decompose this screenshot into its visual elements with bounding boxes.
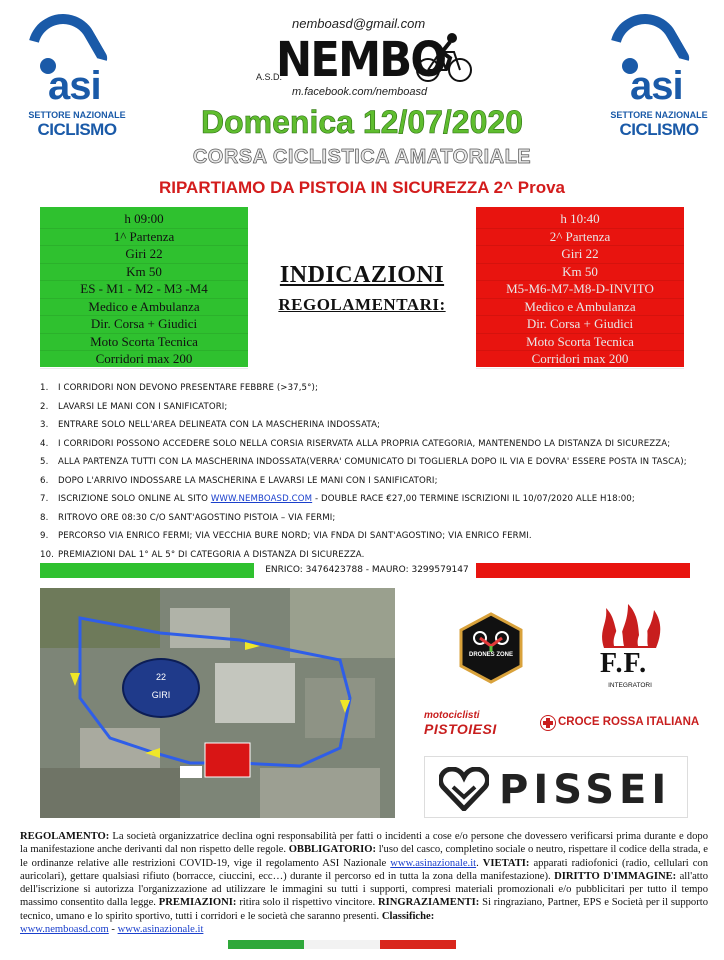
start-time: h 10:40	[476, 211, 684, 229]
race-direction: Dir. Corsa + Giudici	[476, 316, 684, 334]
route-map	[40, 588, 395, 818]
flame-icon	[594, 600, 666, 650]
rule-item: 1. I CORRIDORI NON DEVONO PRESENTARE FEBBRE (>37,5°);	[40, 383, 318, 393]
laps: Giri 22	[40, 246, 248, 264]
laps-number: 22	[155, 672, 166, 682]
rule-item: 6. DOPO L'ARRIVO INDOSSARE LA MASCHERINA E LAVARSI LE MANI CON I SANIFICATORI;	[40, 475, 438, 486]
red-cross-icon	[540, 715, 556, 731]
italian-flag-bar	[228, 940, 456, 949]
croce-rossa-label: CROCE ROSSA ITALIANA	[558, 716, 700, 728]
motociclisti-pistoiesi-logo	[424, 704, 536, 740]
moto-label-bottom: PISTOIESI	[424, 721, 497, 737]
drones-zone-label: DRONES ZONE	[468, 652, 513, 658]
asi-logo-word: asi	[630, 64, 683, 108]
pissei-wordmark: PISSEI	[499, 767, 672, 813]
start-number: 2^ Partenza	[476, 229, 684, 247]
rule-item: 7. ISCRIZIONE SOLO ONLINE AL SITO WWW.NEMBOASD.COM - DOUBLE RACE €27,00 TERMINE ISCRIZIONI IL 10/07/2020 ALLE H18:00;	[40, 494, 635, 504]
pissei-logo	[424, 756, 688, 818]
nembo-site-link[interactable]: www.nemboasd.com	[20, 924, 109, 936]
laps-badge	[122, 658, 200, 718]
rules-list	[40, 383, 700, 568]
indicazioni-line2: REGOLAMENTARI:	[278, 295, 446, 314]
nembo-facebook: m.facebook.com/nemboasd	[292, 86, 428, 98]
medical: Medico e Ambulanza	[40, 299, 248, 317]
max-riders: Corridori max 200	[476, 351, 684, 369]
asi-site-link[interactable]: www.asinazionale.it	[117, 924, 204, 936]
heart-icon	[439, 767, 489, 811]
green-bar	[40, 563, 254, 578]
red-bar	[476, 563, 690, 578]
nembo-site-link[interactable]: WWW.NEMBOASD.COM	[210, 494, 313, 504]
event-date: Domenica 12/07/2020	[201, 104, 523, 140]
moto-escort: Moto Scorta Tecnica	[40, 334, 248, 352]
race-direction: Dir. Corsa + Giudici	[40, 316, 248, 334]
ff-subtitle: INTEGRATORI	[608, 682, 652, 689]
rule-item: 8. RITROVO ORE 08:30 C/O SANT'AGOSTINO PISTOIA – VIA FERMI;	[40, 512, 336, 523]
indicazioni-line1: INDICAZIONI	[279, 262, 445, 288]
rule-item: 3. ENTRARE SOLO NELL'AREA DELINEATA CON LA MASCHERINA INDOSSATA;	[40, 420, 381, 430]
contacts: ENRICO: 3476423788 - MAURO: 3299579147	[265, 565, 469, 575]
cyclist-icon	[414, 30, 474, 84]
distance: Km 50	[476, 264, 684, 282]
flag-green	[228, 940, 304, 949]
event-subtitle: RIPARTIAMO DA PISTOIA IN SICUREZZA 2^ Prova	[158, 178, 565, 197]
event-type: CORSA CICLISTICA AMATORIALE	[192, 146, 532, 168]
croce-rossa-logo	[540, 712, 700, 736]
first-start-box	[40, 207, 248, 367]
flag-red	[380, 940, 456, 949]
asi-logo-word: asi	[48, 64, 101, 108]
distance: Km 50	[40, 264, 248, 282]
moto-label-top: motociclisti	[424, 710, 480, 721]
laps: Giri 22	[476, 246, 684, 264]
categories: M5-M6-M7-M8-D-INVITO	[476, 281, 684, 299]
drones-zone-logo	[458, 612, 524, 684]
rule-item: 2. LAVARSI LE MANI CON I SANIFICATORI;	[40, 401, 228, 412]
start-number: 1^ Partenza	[40, 229, 248, 247]
regolamento-text: REGOLAMENTO: La società organizzatrice declina ogni responsabilità per fatti o incidenti a cose e/o persone che dovessero verificarsi prima durante e dopo la manifestazione anche derivanti dal non rispetto delle regole. OBBLIGATORIO: l'uso del casco, completino sociale o neutro, rispettare il codice della strada, e le ordinanze relative alle restrizioni COVID-19, vige il regolamento ASI Nazionale www.asinazionale.it. VIETATI: apparati radiofonici (radio, cellulari con auricolari), gettare qualsiasi rifiuto (borracce, ciuccini, ecc…) durante il percorso ed in tutta la zona della manifestazione). DIRITTO D'IMMAGINE: all'atto dell'iscrizione si autorizza l'organizzazione ad utilizzare le immagini su tutti i supporti, compresi materiali promozionali e/o pubblicitari per tutto il tempo massimo consentito dalla legge. PREMIAZIONI: ritira solo il rispettivo vincitore. RINGRAZIAMENTI: Si ringraziano, Partner, EPS e Società per il supporto tecnico, umano e lo spirito sportivo, tutti i corridori e le società che saranno presenti. Classifiche: www.nemboasd.com - www.asinazionale.it	[20, 831, 709, 936]
asi-logo-sport: CICLISMO	[37, 120, 117, 139]
indicazioni-heading	[250, 262, 474, 315]
rule-item: 5. ALLA PARTENZA TUTTI CON LA MASCHERINA INDOSSATA(VERRA' COMUNICATO DI TOGLIERLA DOPO IL VIA E DOVRA' ESSERE POSTA IN TASCA);	[40, 457, 687, 467]
nembo-asd: A.S.D.	[256, 72, 283, 82]
asi-logo-sport: CICLISMO	[619, 120, 699, 139]
second-start-box	[476, 207, 684, 367]
rule-item: 4. I CORRIDORI POSSONO ACCEDERE SOLO NELLA CORSIA RISERVATA ALLA PROPRIA CATEGORIA, MANTENENDO LA DISTANZA DI SICUREZZA;	[40, 438, 671, 449]
max-riders: Corridori max 200	[40, 351, 248, 369]
nembo-logo-name: NEMBO	[276, 32, 446, 88]
laps-label: GIRI	[151, 690, 171, 700]
medical: Medico e Ambulanza	[476, 299, 684, 317]
asi-logo-subtitle: SETTORE NAZIONALE	[610, 110, 708, 120]
start-time: h 09:00	[40, 211, 248, 229]
ff-letters: F.F.	[600, 648, 648, 679]
rule-item: 10. PREMIAZIONI DAL 1° AL 5° DI CATEGORIA A DISTANZA DI SICUREZZA.	[40, 549, 365, 560]
drone-icon	[458, 612, 524, 684]
asi-logo-subtitle: SETTORE NAZIONALE	[28, 110, 126, 120]
flag-white	[304, 940, 380, 949]
asi-site-link[interactable]: www.asinazionale.it	[390, 857, 477, 869]
moto-escort: Moto Scorta Tecnica	[476, 334, 684, 352]
nembo-email: nemboasd@gmail.com	[292, 16, 426, 31]
categories: ES - M1 - M2 - M3 -M4	[40, 281, 248, 299]
ff-integratori-logo	[594, 600, 666, 692]
rule-item: 9. PERCORSO VIA ENRICO FERMI; VIA VECCHIA BURE NORD; VIA FNDA DI SANT'AGOSTINO; VIA ENRICO FERMI.	[40, 531, 532, 541]
route-map-image	[40, 588, 395, 818]
